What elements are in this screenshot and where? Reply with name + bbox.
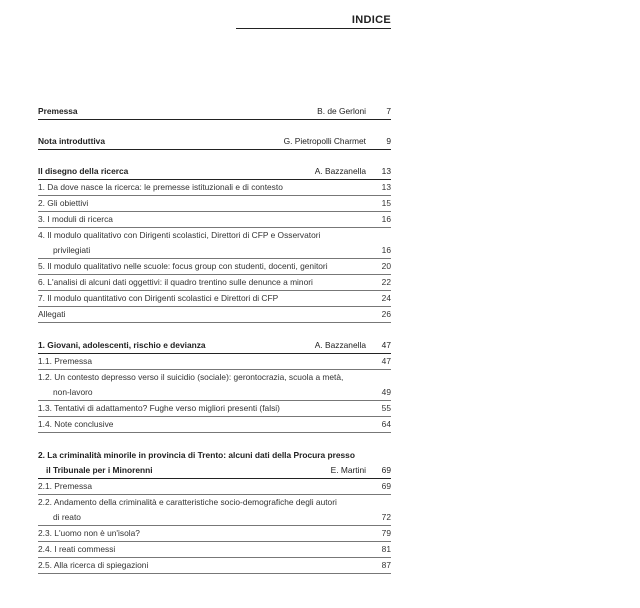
entry-title: 2. Gli obiettivi bbox=[38, 198, 89, 208]
toc-section bbox=[38, 448, 391, 574]
entry-page: 79 bbox=[381, 528, 391, 538]
section-author: B. de Gerloni bbox=[317, 106, 366, 116]
entry-page: 13 bbox=[381, 182, 391, 192]
entry-title: Allegati bbox=[38, 309, 66, 319]
entry-title-line1: 2.2. Andamento della criminalità e caratteristiche socio-demografiche degli autori bbox=[38, 497, 337, 507]
section-author: A. Bazzanella bbox=[314, 166, 366, 176]
toc-entry[interactable] bbox=[38, 291, 391, 307]
entry-title: 1. Da dove nasce la ricerca: le premesse istituzionali e di contesto bbox=[38, 182, 283, 192]
entry-title bbox=[38, 228, 377, 258]
entry-title bbox=[38, 495, 377, 525]
entry-title: 3. I moduli di ricerca bbox=[38, 214, 113, 224]
section-author: A. Bazzanella bbox=[314, 340, 366, 350]
toc-section-heading[interactable] bbox=[38, 104, 391, 120]
toc-entry[interactable] bbox=[38, 354, 391, 370]
toc-entry[interactable] bbox=[38, 542, 391, 558]
toc-entry[interactable] bbox=[38, 558, 391, 574]
toc-entry[interactable] bbox=[38, 259, 391, 275]
toc-section-heading[interactable] bbox=[38, 164, 391, 180]
toc-entry[interactable] bbox=[38, 307, 391, 323]
toc-entry[interactable] bbox=[38, 180, 391, 196]
section-author: E. Martini bbox=[330, 465, 366, 475]
entry-title-line2: privilegiati bbox=[53, 245, 91, 255]
entry-page: 87 bbox=[381, 560, 391, 570]
entry-page: 16 bbox=[381, 214, 391, 224]
toc-entry[interactable] bbox=[38, 196, 391, 212]
section-title: Nota introduttiva bbox=[38, 136, 105, 146]
toc-entry[interactable] bbox=[38, 370, 391, 401]
entry-title: 2.1. Premessa bbox=[38, 481, 92, 491]
toc-entry[interactable] bbox=[38, 228, 391, 259]
section-title: Il disegno della ricerca bbox=[38, 166, 129, 176]
section-page: 7 bbox=[386, 106, 391, 116]
section-title-line1: 2. La criminalità minorile in provincia di Trento: alcuni dati della Procura presso bbox=[38, 450, 355, 460]
toc-entry[interactable] bbox=[38, 526, 391, 542]
table-of-contents bbox=[38, 104, 391, 588]
entry-title bbox=[38, 370, 377, 400]
entry-page: 69 bbox=[381, 481, 391, 491]
section-page: 13 bbox=[381, 166, 391, 176]
section-title: Premessa bbox=[38, 106, 78, 116]
toc-section-heading[interactable] bbox=[38, 338, 391, 354]
toc-entry[interactable] bbox=[38, 212, 391, 228]
entry-title-line2: non-lavoro bbox=[53, 387, 93, 397]
entry-title-line1: 1.2. Un contesto depresso verso il suicidio (sociale): gerontocrazia, scuola a metà, bbox=[38, 372, 344, 382]
entry-title-line1: 4. Il modulo qualitativo con Dirigenti scolastici, Direttori di CFP e Osservatori bbox=[38, 230, 321, 240]
toc-entry[interactable] bbox=[38, 401, 391, 417]
entry-page: 49 bbox=[381, 387, 391, 397]
toc-entry[interactable] bbox=[38, 479, 391, 495]
section-title: 1. Giovani, adolescenti, rischio e devianza bbox=[38, 340, 206, 350]
entry-page: 16 bbox=[381, 245, 391, 255]
entry-title: 7. Il modulo quantitativo con Dirigenti scolastici e Direttori di CFP bbox=[38, 293, 279, 303]
section-author: G. Pietropolli Charmet bbox=[283, 136, 366, 146]
entry-page: 47 bbox=[381, 356, 391, 366]
toc-entry[interactable] bbox=[38, 495, 391, 526]
entry-title: 1.3. Tentativi di adattamento? Fughe verso migliori presenti (falsi) bbox=[38, 403, 280, 413]
entry-page: 55 bbox=[381, 403, 391, 413]
entry-page: 15 bbox=[381, 198, 391, 208]
page-title: INDICE bbox=[236, 12, 391, 29]
entry-title: 1.1. Premessa bbox=[38, 356, 92, 366]
toc-section-heading[interactable] bbox=[38, 463, 391, 479]
entry-page: 64 bbox=[381, 419, 391, 429]
entry-title: 1.4. Note conclusive bbox=[38, 419, 114, 429]
entry-page: 81 bbox=[381, 544, 391, 554]
toc-section bbox=[38, 104, 391, 120]
toc-entry[interactable] bbox=[38, 417, 391, 433]
toc-section bbox=[38, 164, 391, 323]
toc-entry[interactable] bbox=[38, 275, 391, 291]
section-title-line2: il Tribunale per i Minorenni bbox=[46, 465, 153, 475]
section-page: 9 bbox=[386, 136, 391, 146]
entry-title: 6. L'analisi di alcuni dati oggettivi: il quadro trentino sulle denunce a minori bbox=[38, 277, 313, 287]
section-page: 69 bbox=[381, 465, 391, 475]
entry-title: 5. Il modulo qualitativo nelle scuole: focus group con studenti, docenti, genitori bbox=[38, 261, 328, 271]
entry-page: 26 bbox=[381, 309, 391, 319]
entry-page: 22 bbox=[381, 277, 391, 287]
entry-title: 2.4. I reati commessi bbox=[38, 544, 116, 554]
toc-section bbox=[38, 338, 391, 433]
toc-section bbox=[38, 134, 391, 150]
entry-title-line2: di reato bbox=[53, 512, 81, 522]
entry-title: 2.5. Alla ricerca di spiegazioni bbox=[38, 560, 149, 570]
entry-page: 24 bbox=[381, 293, 391, 303]
entry-page: 72 bbox=[381, 512, 391, 522]
section-page: 47 bbox=[381, 340, 391, 350]
entry-title: 2.3. L'uomo non è un'isola? bbox=[38, 528, 140, 538]
entry-page: 20 bbox=[381, 261, 391, 271]
toc-section-heading[interactable] bbox=[38, 134, 391, 150]
